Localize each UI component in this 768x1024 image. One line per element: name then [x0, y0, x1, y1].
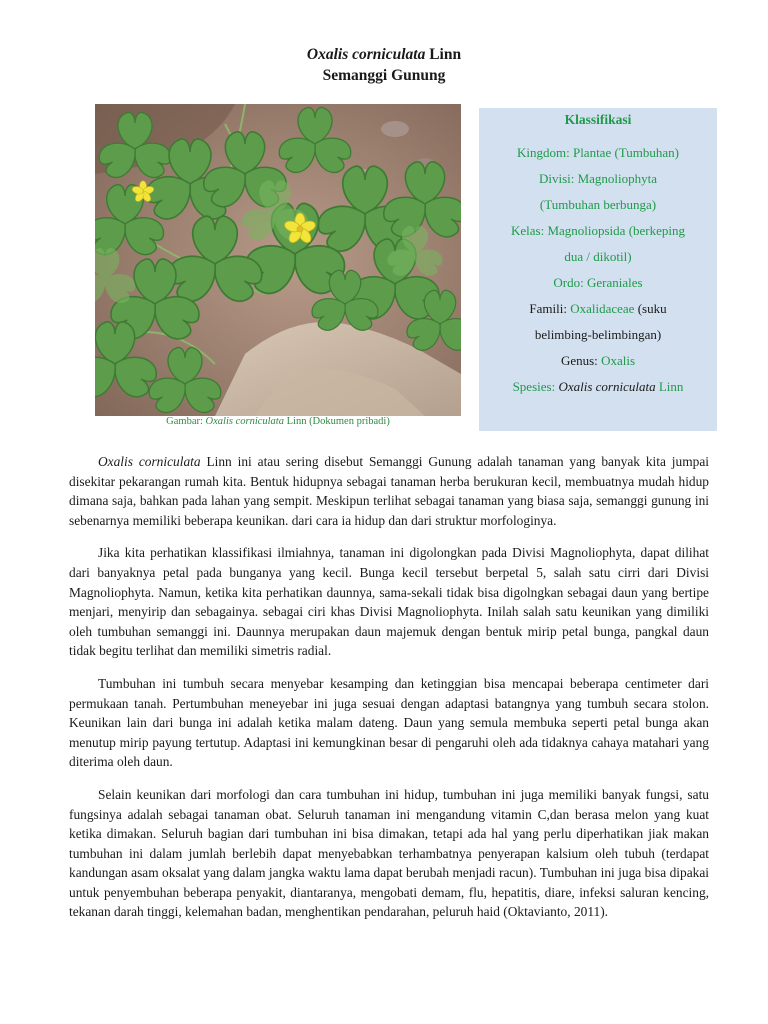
class-kelas-note: dua / dikotil) — [564, 249, 632, 264]
classification-heading: Klassifikasi — [564, 112, 632, 127]
class-kingdom: Kingdom: Plantae (Tumbuhan) — [516, 145, 679, 160]
genus-label: Genus: — [560, 353, 598, 368]
p1-species: Oxalis corniculata — [98, 454, 201, 469]
class-famili — [479, 296, 717, 322]
class-kelas: Kelas: Magnoliopsida (berkeping — [510, 223, 685, 238]
class-ordo: Ordo: Geraniales — [553, 275, 643, 290]
spesies-author: Linn — [658, 379, 684, 394]
caption-prefix: Gambar: — [166, 416, 203, 427]
plant-photo — [95, 104, 461, 416]
spesies-name: Oxalis corniculata — [558, 379, 656, 394]
p1-text: Linn ini atau sering disebut Semanggi Gunung adalah tanaman yang banyak kita jumpai disekitar pekarangan rumah kita. Bentuk hidupnya sebagai tanaman herba berukuran kecil, membuatnya mudah hidup dimana saja, bahkan pada lahan yang sempit. Meskipun terlihat sebagai tanaman yang biasa saja, semanggi gunung ini sebenarnya memiliki beberapa keunikan. dari cara ia hidup dan dari struktur morfologinya. — [69, 454, 709, 528]
class-divisi-note: (Tumbuhan berbunga) — [539, 197, 657, 212]
genus-name: Oxalis — [601, 353, 636, 368]
caption-species: Oxalis corniculata — [205, 416, 284, 427]
paragraph-2: Jika kita perhatikan klassifikasi ilmiahnya, tanaman ini digolongkan pada Divisi Magnoliophyta, dapat dilihat dari banyaknya petal pada bunganya yang kecil. Bunga kecil tersebut berpetal 5, salah satu cirri dari Divisi Magnoliophyta. Namun, ketika kita perhatikan daunnya, sama-sekali tidak bisa digolngkan sebagai daun yang bertipe menjari, menyirip dan sebagainya. sebagai ciri khas Divisi Magnoliophyta. Inilah salah satu keunikan yang dimiliki oleh tumbuhan semanggi ini. Daunnya merupakan daun majemuk dengan bentuk mirip petal bunga, pangkal daun tidak begitu terlihat dan memiliki simetris radial. — [69, 545, 709, 659]
title-species: Oxalis corniculata — [306, 46, 426, 63]
caption-suffix: Linn (Dokumen pribadi) — [286, 416, 390, 427]
classification-box — [479, 108, 717, 431]
famili-note: (suku — [637, 301, 667, 316]
class-genus — [479, 348, 717, 374]
title-species-line — [0, 44, 768, 65]
famili-name: Oxalidaceae — [570, 301, 635, 316]
spesies-label: Spesies: — [512, 379, 556, 394]
paragraph-4: Selain keunikan dari morfologi dan cara tumbuhan ini hidup, tumbuhan ini juga memiliki banyak fungsi, satu fungsinya adalah sebagai tanaman obat. Seluruh tanaman ini mengandung vitamin C,dan berasa melon yang kuat ketika dimakan. Seluruh bagian dari tumbuhan ini bisa dimakan, tetapi ada hal yang perlu diperhatikan jiak makan tumbuhan ini dalam jumlah berlebih dapat menyebabkan terhambatnya penyerapan kalsium oleh tubuh (terdapat kandungan asam oksalat yang dalam jangka waktu lama dapat berubah menjadi racun). Tumbuhan ini juga bisa dipakai untuk penyembuhan beberapa penyakit, diantaranya, mengobati demam, flu, hepatitis, diare, infeksi saluran kencing, tekanan darah tinggi, kelemahan badan, menghentikan pendarahan, peluruh haid (Oktavianto, 2011). — [69, 786, 709, 920]
article-body — [69, 452, 709, 935]
page-title — [0, 44, 768, 86]
class-divisi: Divisi: Magnoliophyta — [538, 171, 658, 186]
class-spesies — [479, 374, 717, 400]
figure-caption — [95, 416, 461, 427]
paragraph-1 — [69, 452, 709, 530]
title-author: Linn — [429, 46, 462, 63]
title-common-name: Semanggi Gunung — [322, 67, 446, 84]
famili-label: Famili: — [529, 301, 567, 316]
paragraph-3: Tumbuhan ini tumbuh secara menyebar kesamping dan ketinggian bisa mencapai beberapa centimeter dari permukaan tanah. Pertumbuhan meneyebar ini juga sesuai dengan adaptasi batangnya yang tumbuh secara stolon. Keunikan lain dari bunga ini adalah ketika malam dateng. Daun yang semula membuka seperti petal bunga akan menutup mirip payung tertutup. Adaptasi ini kemungkinan besar di pengaruhi oleh ada tidaknya cahaya matahari yang diterima oleh daun. — [69, 675, 709, 770]
class-famili-note: belimbing-belimbingan) — [534, 327, 662, 342]
